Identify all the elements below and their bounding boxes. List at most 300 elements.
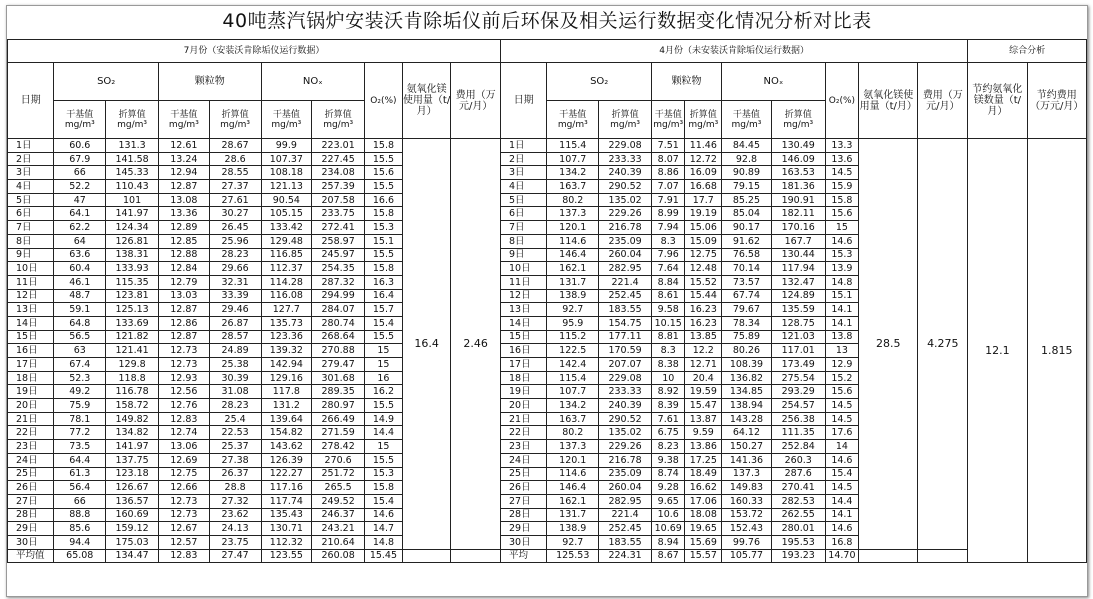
july-value-cell: 16.4 (365, 289, 403, 303)
april-value-cell: 108.39 (722, 358, 772, 372)
april-value-cell: 15.1 (825, 289, 858, 303)
july-value-cell: 16.3 (365, 275, 403, 289)
april-value-cell: 18.49 (685, 467, 722, 481)
april-pm-dry-header: 干基值mg/m³ (652, 101, 685, 139)
april-day-cell: 22日 (501, 426, 547, 440)
save-ammonia-header: 节约氨氧化镁数量（t/月） (968, 63, 1027, 139)
april-value-cell: 73.57 (722, 275, 772, 289)
april-day-cell: 8日 (501, 234, 547, 248)
april-value-cell: 260.3 (771, 453, 825, 467)
report-title: 40吨蒸汽锅炉安装沃肯除垢仪前后环保及相关运行数据变化情况分析对比表 (222, 10, 872, 32)
july-value-cell: 94.4 (54, 535, 106, 549)
july-value-cell: 138.31 (106, 248, 159, 262)
april-value-cell: 146.4 (547, 248, 599, 262)
july-value-cell: 279.47 (312, 358, 365, 372)
april-cost-value: 4.275 (918, 139, 968, 550)
april-value-cell: 16.23 (685, 316, 722, 330)
july-value-cell: 46.1 (54, 275, 106, 289)
july-value-cell: 52.2 (54, 180, 106, 194)
april-value-cell: 15.3 (825, 248, 858, 262)
save-cost-value: 1.815 (1027, 139, 1086, 563)
july-value-cell: 137.75 (106, 453, 159, 467)
april-average-cell: 14.70 (825, 549, 858, 563)
july-value-cell: 223.01 (312, 139, 365, 153)
july-day-cell: 10日 (8, 262, 54, 276)
april-value-cell: 12.72 (685, 152, 722, 166)
april-value-cell: 8.81 (652, 330, 685, 344)
july-value-cell: 270.88 (312, 344, 365, 358)
july-so2-dry-header: 干基值mg/m³ (54, 101, 106, 139)
april-value-cell: 14.8 (825, 275, 858, 289)
july-value-cell: 27.61 (209, 193, 261, 207)
july-day-cell: 9日 (8, 248, 54, 262)
april-day-cell: 11日 (501, 275, 547, 289)
april-day-cell: 2日 (501, 152, 547, 166)
april-value-cell: 282.95 (599, 494, 652, 508)
july-value-cell: 12.84 (159, 262, 210, 276)
april-value-cell: 229.26 (599, 207, 652, 221)
april-value-cell: 90.89 (722, 166, 772, 180)
july-value-cell: 141.58 (106, 152, 159, 166)
july-value-cell: 301.68 (312, 371, 365, 385)
april-value-cell: 70.14 (722, 262, 772, 276)
april-value-cell: 19.19 (685, 207, 722, 221)
april-value-cell: 8.61 (652, 289, 685, 303)
july-value-cell: 280.74 (312, 316, 365, 330)
april-value-cell: 75.89 (722, 330, 772, 344)
july-day-cell: 11日 (8, 275, 54, 289)
april-day-cell: 9日 (501, 248, 547, 262)
april-value-cell: 12.71 (685, 358, 722, 372)
july-value-cell: 66 (54, 494, 106, 508)
july-value-cell: 13.08 (159, 193, 210, 207)
july-value-cell: 287.32 (312, 275, 365, 289)
comparison-table (7, 39, 1087, 563)
april-value-cell: 15.52 (685, 275, 722, 289)
april-day-cell: 30日 (501, 535, 547, 549)
april-value-cell: 13.8 (825, 330, 858, 344)
july-day-cell: 2日 (8, 152, 54, 166)
july-value-cell: 12.73 (159, 358, 210, 372)
april-value-cell: 14.1 (825, 303, 858, 317)
april-value-cell: 115.4 (547, 139, 599, 153)
april-value-cell: 8.86 (652, 166, 685, 180)
july-value-cell: 15.5 (365, 248, 403, 262)
april-value-cell: 6.75 (652, 426, 685, 440)
april-value-cell: 170.16 (771, 221, 825, 235)
april-value-cell: 12.9 (825, 358, 858, 372)
april-value-cell: 162.1 (547, 262, 599, 276)
july-value-cell: 60.4 (54, 262, 106, 276)
april-value-cell: 67.74 (722, 289, 772, 303)
july-value-cell: 33.39 (209, 289, 261, 303)
july-average-cell: 123.55 (261, 549, 312, 563)
april-value-cell: 9.38 (652, 453, 685, 467)
april-value-cell: 229.08 (599, 139, 652, 153)
july-value-cell: 141.97 (106, 207, 159, 221)
july-value-cell: 114.28 (261, 275, 312, 289)
july-value-cell: 294.99 (312, 289, 365, 303)
april-value-cell: 79.67 (722, 303, 772, 317)
april-value-cell: 14.1 (825, 316, 858, 330)
april-average-cell: 193.23 (771, 549, 825, 563)
july-value-cell: 12.56 (159, 385, 210, 399)
july-value-cell: 251.72 (312, 467, 365, 481)
july-value-cell: 142.94 (261, 358, 312, 372)
april-value-cell: 7.61 (652, 412, 685, 426)
july-value-cell: 123.36 (261, 330, 312, 344)
april-value-cell: 10.69 (652, 522, 685, 536)
july-value-cell: 15.3 (365, 467, 403, 481)
april-value-cell: 235.09 (599, 234, 652, 248)
april-value-cell: 15.4 (825, 467, 858, 481)
july-value-cell: 64.1 (54, 207, 106, 221)
table-row (8, 139, 1087, 153)
july-value-cell: 14.9 (365, 412, 403, 426)
april-value-cell: 135.02 (599, 193, 652, 207)
april-value-cell: 207.07 (599, 358, 652, 372)
april-value-cell: 132.47 (771, 275, 825, 289)
april-value-cell: 173.49 (771, 358, 825, 372)
july-day-cell: 14日 (8, 316, 54, 330)
april-value-cell: 260.04 (599, 248, 652, 262)
april-value-cell: 153.72 (722, 508, 772, 522)
july-value-cell: 28.8 (209, 481, 261, 495)
july-value-cell: 105.15 (261, 207, 312, 221)
april-value-cell: 254.57 (771, 399, 825, 413)
july-value-cell: 149.82 (106, 412, 159, 426)
july-value-cell: 117.16 (261, 481, 312, 495)
july-value-cell: 143.62 (261, 440, 312, 454)
april-value-cell: 8.92 (652, 385, 685, 399)
april-value-cell: 15.6 (825, 385, 858, 399)
july-value-cell: 31.08 (209, 385, 261, 399)
april-day-cell: 27日 (501, 494, 547, 508)
april-value-cell: 7.51 (652, 139, 685, 153)
july-day-header: 日期 (8, 63, 54, 139)
july-value-cell: 56.5 (54, 330, 106, 344)
july-day-cell: 26日 (8, 481, 54, 495)
april-value-cell: 282.95 (599, 262, 652, 276)
july-value-cell: 30.39 (209, 371, 261, 385)
april-value-cell: 9.58 (652, 303, 685, 317)
july-value-cell: 117.8 (261, 385, 312, 399)
april-value-cell: 20.4 (685, 371, 722, 385)
april-value-cell: 120.1 (547, 221, 599, 235)
july-value-cell: 126.39 (261, 453, 312, 467)
july-value-cell: 12.87 (159, 330, 210, 344)
april-value-cell: 252.84 (771, 440, 825, 454)
april-value-cell: 117.94 (771, 262, 825, 276)
july-value-cell: 12.66 (159, 481, 210, 495)
april-value-cell: 99.76 (722, 535, 772, 549)
july-value-cell: 28.55 (209, 166, 261, 180)
july-value-cell: 265.5 (312, 481, 365, 495)
april-value-cell: 15.2 (825, 371, 858, 385)
april-value-cell: 128.75 (771, 316, 825, 330)
april-average-cell: 125.53 (547, 549, 599, 563)
april-value-cell: 14.4 (825, 494, 858, 508)
july-value-cell: 16.2 (365, 385, 403, 399)
april-value-cell: 167.7 (771, 234, 825, 248)
july-value-cell: 12.69 (159, 453, 210, 467)
july-value-cell: 12.83 (159, 412, 210, 426)
april-value-cell: 19.65 (685, 522, 722, 536)
april-value-cell: 10.6 (652, 508, 685, 522)
april-value-cell: 170.59 (599, 344, 652, 358)
april-value-cell: 78.34 (722, 316, 772, 330)
april-value-cell: 15 (825, 221, 858, 235)
july-day-cell: 25日 (8, 467, 54, 481)
july-value-cell: 12.73 (159, 508, 210, 522)
april-value-cell: 17.25 (685, 453, 722, 467)
april-value-cell: 8.74 (652, 467, 685, 481)
july-value-cell: 27.32 (209, 494, 261, 508)
april-value-cell: 115.4 (547, 371, 599, 385)
july-value-cell: 12.79 (159, 275, 210, 289)
july-value-cell: 64 (54, 234, 106, 248)
july-value-cell: 126.67 (106, 481, 159, 495)
april-value-cell: 7.07 (652, 180, 685, 194)
july-value-cell: 85.6 (54, 522, 106, 536)
july-value-cell: 15.7 (365, 303, 403, 317)
april-value-cell: 13.9 (825, 262, 858, 276)
july-value-cell: 88.8 (54, 508, 106, 522)
april-value-cell: 8.23 (652, 440, 685, 454)
july-value-cell: 117.74 (261, 494, 312, 508)
july-value-cell: 14.6 (365, 508, 403, 522)
july-value-cell: 15 (365, 344, 403, 358)
july-value-cell: 133.69 (106, 316, 159, 330)
april-value-cell: 7.94 (652, 221, 685, 235)
april-value-cell: 287.6 (771, 467, 825, 481)
july-value-cell: 154.82 (261, 426, 312, 440)
july-value-cell: 12.93 (159, 371, 210, 385)
april-value-cell: 14.5 (825, 399, 858, 413)
april-value-cell: 137.3 (722, 467, 772, 481)
july-value-cell: 63.6 (54, 248, 106, 262)
april-value-cell: 8.99 (652, 207, 685, 221)
april-value-cell: 92.7 (547, 303, 599, 317)
july-value-cell: 14.8 (365, 535, 403, 549)
july-value-cell: 49.2 (54, 385, 106, 399)
july-value-cell: 249.52 (312, 494, 365, 508)
july-day-cell: 21日 (8, 412, 54, 426)
april-value-cell: 8.84 (652, 275, 685, 289)
april-value-cell: 143.28 (722, 412, 772, 426)
april-value-cell: 233.33 (599, 385, 652, 399)
july-value-cell: 25.4 (209, 412, 261, 426)
april-value-cell: 10.15 (652, 316, 685, 330)
july-value-cell: 126.81 (106, 234, 159, 248)
april-value-cell: 92.7 (547, 535, 599, 549)
july-value-cell: 246.37 (312, 508, 365, 522)
july-value-cell: 270.6 (312, 453, 365, 467)
july-day-cell: 3日 (8, 166, 54, 180)
april-value-cell: 135.59 (771, 303, 825, 317)
empty-cell (859, 549, 918, 563)
april-value-cell: 92.8 (722, 152, 772, 166)
july-value-cell: 90.54 (261, 193, 312, 207)
april-day-cell: 28日 (501, 508, 547, 522)
april-value-cell: 8.94 (652, 535, 685, 549)
april-value-cell: 138.94 (722, 399, 772, 413)
april-value-cell: 130.44 (771, 248, 825, 262)
july-day-cell: 23日 (8, 440, 54, 454)
july-day-cell: 29日 (8, 522, 54, 536)
july-value-cell: 60.6 (54, 139, 106, 153)
july-day-cell: 4日 (8, 180, 54, 194)
july-value-cell: 125.13 (106, 303, 159, 317)
july-value-cell: 15.3 (365, 221, 403, 235)
july-day-cell: 5日 (8, 193, 54, 207)
july-value-cell: 15.8 (365, 139, 403, 153)
april-value-cell: 252.45 (599, 289, 652, 303)
july-day-cell: 20日 (8, 399, 54, 413)
april-value-cell: 240.39 (599, 166, 652, 180)
july-value-cell: 62.2 (54, 221, 106, 235)
july-value-cell: 77.2 (54, 426, 106, 440)
july-value-cell: 15 (365, 440, 403, 454)
april-value-cell: 85.25 (722, 193, 772, 207)
april-value-cell: 290.52 (599, 412, 652, 426)
july-value-cell: 28.57 (209, 330, 261, 344)
april-nox-header: NOₓ (722, 63, 826, 101)
july-value-cell: 99.9 (261, 139, 312, 153)
july-value-cell: 16.6 (365, 193, 403, 207)
april-value-cell: 183.55 (599, 303, 652, 317)
july-value-cell: 67.9 (54, 152, 106, 166)
july-value-cell: 127.7 (261, 303, 312, 317)
april-value-cell: 15.06 (685, 221, 722, 235)
july-pm-header: 颗粒物 (159, 63, 261, 101)
july-value-cell: 14.4 (365, 426, 403, 440)
april-value-cell: 149.83 (722, 481, 772, 495)
april-value-cell: 134.2 (547, 399, 599, 413)
july-ammonia-value: 16.4 (402, 139, 451, 550)
july-value-cell: 52.3 (54, 371, 106, 385)
april-average-cell: 224.31 (599, 549, 652, 563)
april-value-cell: 181.36 (771, 180, 825, 194)
july-value-cell: 131.2 (261, 399, 312, 413)
july-value-cell: 160.69 (106, 508, 159, 522)
april-value-cell: 216.78 (599, 221, 652, 235)
april-value-cell: 177.11 (599, 330, 652, 344)
april-value-cell: 216.78 (599, 453, 652, 467)
april-value-cell: 13.3 (825, 139, 858, 153)
april-value-cell: 107.7 (547, 385, 599, 399)
july-value-cell: 26.37 (209, 467, 261, 481)
july-value-cell: 78.1 (54, 412, 106, 426)
april-value-cell: 121.03 (771, 330, 825, 344)
april-value-cell: 12.75 (685, 248, 722, 262)
april-value-cell: 15.69 (685, 535, 722, 549)
april-section-header: 4月份（未安装沃肯除垢仪运行数据） (501, 40, 968, 63)
april-value-cell: 7.91 (652, 193, 685, 207)
april-nox-dry-header: 干基值mg/m³ (722, 101, 772, 139)
july-value-cell: 22.53 (209, 426, 261, 440)
april-value-cell: 8.39 (652, 399, 685, 413)
april-value-cell: 137.3 (547, 440, 599, 454)
july-value-cell: 123.18 (106, 467, 159, 481)
april-day-cell: 19日 (501, 385, 547, 399)
april-value-cell: 64.12 (722, 426, 772, 440)
july-value-cell: 134.82 (106, 426, 159, 440)
april-value-cell: 141.36 (722, 453, 772, 467)
april-value-cell: 275.54 (771, 371, 825, 385)
april-day-cell: 29日 (501, 522, 547, 536)
july-day-cell: 28日 (8, 508, 54, 522)
july-value-cell: 129.8 (106, 358, 159, 372)
july-value-cell: 121.41 (106, 344, 159, 358)
july-value-cell: 66 (54, 166, 106, 180)
april-value-cell: 138.9 (547, 522, 599, 536)
july-value-cell: 12.89 (159, 221, 210, 235)
april-average-cell: 105.77 (722, 549, 772, 563)
july-value-cell: 12.94 (159, 166, 210, 180)
april-pm-header: 颗粒物 (652, 63, 722, 101)
july-value-cell: 12.76 (159, 399, 210, 413)
july-value-cell: 26.87 (209, 316, 261, 330)
july-value-cell: 15.1 (365, 234, 403, 248)
april-pm-conv-header: 折算值mg/m³ (685, 101, 722, 139)
july-value-cell: 12.86 (159, 316, 210, 330)
july-value-cell: 12.61 (159, 139, 210, 153)
july-value-cell: 121.82 (106, 330, 159, 344)
july-value-cell: 271.59 (312, 426, 365, 440)
april-value-cell: 233.33 (599, 152, 652, 166)
july-day-cell: 12日 (8, 289, 54, 303)
july-average-cell: 12.83 (159, 549, 210, 563)
april-average-label: 平均 (501, 549, 547, 563)
april-value-cell: 16.23 (685, 303, 722, 317)
july-value-cell: 26.45 (209, 221, 261, 235)
april-value-cell: 260.04 (599, 481, 652, 495)
april-value-cell: 9.59 (685, 426, 722, 440)
april-value-cell: 11.46 (685, 139, 722, 153)
july-day-cell: 15日 (8, 330, 54, 344)
april-value-cell: 150.27 (722, 440, 772, 454)
april-value-cell: 13.6 (825, 152, 858, 166)
july-day-cell: 19日 (8, 385, 54, 399)
april-value-cell: 134.2 (547, 166, 599, 180)
july-average-cell: 27.47 (209, 549, 261, 563)
july-average-cell: 134.47 (106, 549, 159, 563)
july-value-cell: 15.5 (365, 180, 403, 194)
july-value-cell: 64.8 (54, 316, 106, 330)
july-value-cell: 15.5 (365, 152, 403, 166)
april-value-cell: 14.5 (825, 481, 858, 495)
april-value-cell: 162.1 (547, 494, 599, 508)
april-value-cell: 12.2 (685, 344, 722, 358)
april-day-cell: 12日 (501, 289, 547, 303)
april-value-cell: 282.53 (771, 494, 825, 508)
april-value-cell: 270.41 (771, 481, 825, 495)
april-value-cell: 235.09 (599, 467, 652, 481)
april-value-cell: 154.75 (599, 316, 652, 330)
july-value-cell: 59.1 (54, 303, 106, 317)
april-value-cell: 221.4 (599, 275, 652, 289)
april-value-cell: 114.6 (547, 467, 599, 481)
april-value-cell: 111.35 (771, 426, 825, 440)
july-cost-value: 2.46 (451, 139, 501, 550)
july-cost-header: 费用（万元/月） (451, 63, 501, 139)
july-value-cell: 175.03 (106, 535, 159, 549)
april-value-cell: 8.38 (652, 358, 685, 372)
april-value-cell: 182.11 (771, 207, 825, 221)
july-value-cell: 122.27 (261, 467, 312, 481)
july-value-cell: 12.67 (159, 522, 210, 536)
